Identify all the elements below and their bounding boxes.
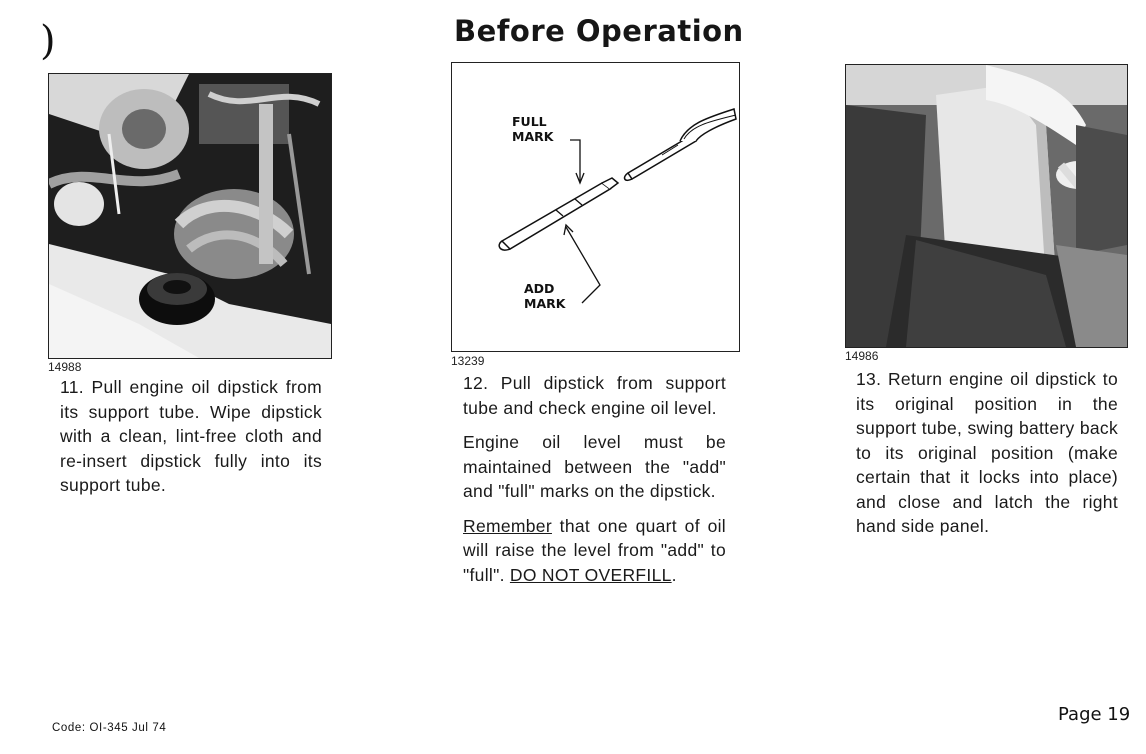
- step-12-text: 12. Pull dipstick from support tube and check engine oil level.: [463, 373, 726, 418]
- step-12: [463, 371, 726, 597]
- figure-number: 13239: [451, 354, 485, 368]
- battery-photo: [845, 64, 1128, 348]
- remember-end: .: [671, 564, 677, 585]
- remember-text: that one quart of oil will raise the level from "add" to "full".: [463, 515, 726, 585]
- engine-photo: [48, 73, 332, 359]
- overfill-warning: DO NOT OVERFILL: [509, 564, 672, 585]
- corner-mark: ): [40, 18, 56, 64]
- add-mark-label-line1: ADD: [524, 281, 555, 296]
- document-code: Code: OI-345 Jul 74: [52, 722, 167, 734]
- figure-number: 14986: [845, 349, 879, 363]
- add-mark-label-line2: MARK: [524, 296, 566, 311]
- dipstick-diagram: [451, 62, 740, 352]
- step-12-remember: [463, 514, 726, 588]
- step-11-text: 11. Pull engine oil dipstick from its support tube. Wipe dipstick with a clean, lint-free cloth and re-insert dipstick fully into its support tube.: [60, 377, 322, 495]
- step-12-note: Engine oil level must be maintained between the "add" and "full" marks on the dipstick.: [463, 432, 726, 501]
- page-title: Before Operation: [454, 14, 744, 48]
- page-number: Page 19: [1058, 704, 1131, 725]
- full-mark-label-line2: MARK: [512, 129, 554, 144]
- battery-photo-image: [846, 65, 1127, 347]
- step-11: [60, 375, 322, 508]
- remember-label: Remember: [463, 515, 552, 536]
- step-13: [856, 367, 1118, 549]
- dipstick-illustration: [452, 63, 739, 351]
- step-13-text: 13. Return engine oil dipstick to its original position in the support tube, swing battery back to its original position (make certain that it locks into place) and close and latch the right hand side panel.: [856, 369, 1118, 536]
- engine-photo-image: [49, 74, 331, 358]
- full-mark-label-line1: FULL: [512, 114, 547, 129]
- figure-number: 14988: [48, 360, 82, 374]
